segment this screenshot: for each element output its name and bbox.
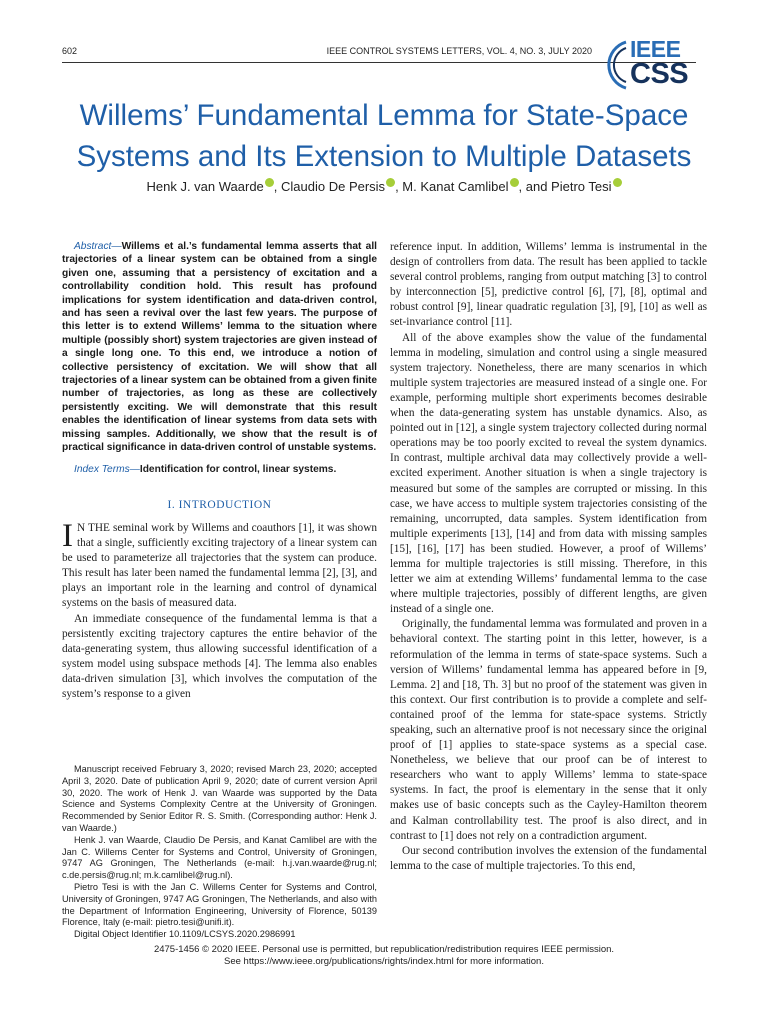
copyright-footer [62,944,706,968]
author-name: Claudio De Persis [281,179,386,194]
body-paragraph [62,518,377,612]
paragraph-text: N THE seminal work by Willems and coauthors [1], it was shown that a single, sufficiently exciting trajectory of a linear system can be used to parameterize all trajectories that the system can produce. This result has later been named the fundamental lemma [2], [3], and plays an important role in the learning and control of dynamical systems on the basis of measured data. [62,522,377,610]
author-name: Pietro Tesi [551,179,612,194]
right-column [390,240,707,874]
orcid-icon[interactable] [613,178,622,187]
abstract-text: Willems et al.’s fundamental lemma asserts that all trajectories of a linear system can be obtained from a single given one, assuming that a persistency of excitation and a controllability condition hold. This result has profound implications for system identification and data-driven control, and has seen a revival over the last few years. The purpose of this letter is to extend Willems’ lemma to the situation where multiple (possibly short) system trajectories are given instead of a single long one. To this end, we introduce a notion of collective persistency of excitation. We will show that all trajectories of a linear system can be obtained from a given finite number of trajectories, as long as these are collectively persistently exciting. We will demonstrate that this result enables the identification of linear systems from data sets with missing samples. Additionally, we show that the result is of practical significance in data-driven control of unstable systems. [62,241,377,454]
copyright-line: 2475-1456 © 2020 IEEE. Personal use is permitted, but republication/redistribution requires IEEE permission. [153,944,615,955]
footnote-block [62,764,377,941]
footnote: Digital Object Identifier 10.1109/LCSYS.2020.2986991 [74,929,296,940]
index-terms-text: Identification for control, linear systems. [139,463,337,475]
author-list [40,178,728,194]
paper-title: Willems’ Fundamental Lemma for State-Space Systems and Its Extension to Multiple Datasets [76,99,692,173]
footnote: Henk J. van Waarde, Claudio De Persis, and Kanat Camlibel are with the Jan C. Willems Center for Systems and Control, University of Groningen, 9747 AG Groningen, The Netherlands (e-mail: h.j.van.waarde@rug.nl; c.de.persis@rug.nl; m.k.camlibel@rug.nl). [62,834,377,881]
section-heading: I. INTRODUCTION [167,498,272,511]
author-name: Henk J. van Waarde [146,179,264,194]
author-name: M. Kanat Camlibel [402,179,509,194]
logo-ieee-text: IEEE [630,36,681,62]
author-separator: , [395,179,403,194]
index-terms-label: Index Terms— [74,463,140,475]
body-paragraph: An immediate consequence of the fundamental lemma is that a persistently exciting trajectory captures the entire behavior of the data-generating system, thus allowing successful identification of a system model using subspace methods [4]. The lemma also enables data-driven simulation [3], which involves the computation of the system’s response to a given [62,612,377,701]
body-paragraph: Originally, the fundamental lemma was formulated and proven in a behavioral context. The starting point in this letter, however, is a reformulation of the lemma in terms of state-space systems. Such a version of Willems’ fundamental lemma has appeared before in [9, Lemma. 2] and [18, Th. 3] but no proof of the statement was given in this context. Our first contribution is to provide a complete and self-contained proof of the lemma for state-space systems. Strictly speaking, such an alternative proof is not necessary since the original proof of [1] applies to state-space systems as a special case. Nonetheless, we believe that our proof can be of interest to researchers who want to apply Willems’ lemma to state-space systems. In fact, the proof is elementary in the sense that it only makes use of basic concepts such as the Cayley-Hamilton theorem and Kalman controllability test. The proof is also direct, and in contrast to [1] does not rely on a contradiction argument. [390,618,707,842]
running-header [62,46,592,60]
logo-arc-icon [596,40,632,90]
left-column [62,240,377,702]
orcid-icon[interactable] [265,178,274,187]
drop-cap: I [62,518,73,554]
author-separator: , and [518,179,552,194]
page-number: 602 [62,46,78,56]
index-terms [62,463,377,476]
abstract-label: Abstract— [74,241,122,252]
journal-info: IEEE CONTROL SYSTEMS LETTERS, VOL. 4, NO. 3, JULY 2020 [326,46,592,56]
logo-css-text: CSS [630,58,689,90]
body-paragraph: Our second contribution involves the extension of the fundamental lemma to the case of multiple trajectories. To this end, [390,844,707,872]
body-paragraph: All of the above examples show the value of the fundamental lemma in modeling, simulation and control using a single measured system trajectory. Nonetheless, there are many scenarios in which multiple system trajectories are measured instead of a single one. For example, performing multiple short experiments becomes desirable when the data-generating system has unstable dynamics. Also, as pointed out in [12], a single system trajectory collected during normal operations may be too poorly excited to reveal the system dynamics. In contrast, multiple archival data may collectively provide a well-excited experiment. Another situation is when a single trajectory is measured but some of the samples are corrupted or missing. In this case, we have access to multiple system trajectories consisting of the remaining, uncorrupted, data samples. System identification from multiple experiments [13], [14] and from data with missing samples [15], [16], [17] has been studied. However, a proof of Willems’ lemma for multiple trajectories is still missing. Therefore, in this letter we aim at extending Willems’ fundamental lemma to the case where multiple trajectories, possibly of different lengths, are given instead of a single one. [390,331,707,616]
rights-link[interactable]: See https://www.ieee.org/publications/rights/index.html for more information. [224,956,544,967]
orcid-icon[interactable] [386,178,395,187]
author-separator: , [273,179,282,194]
footnote: Manuscript received February 3, 2020; revised March 23, 2020; accepted April 3, 2020. Date of publication April 9, 2020; date of current version April 30, 2020. The work of Henk J. van Waarde was supported by the Data Science and Systems Complexity Centre at the University of Groningen. Recommended by Senior Editor R. S. Smith. (Corresponding author: Henk J. van Waarde.) [62,764,377,833]
orcid-icon[interactable] [510,178,519,187]
ieee-css-logo [596,36,696,90]
abstract [62,240,377,455]
body-paragraph: reference input. In addition, Willems’ lemma is instrumental in the design of controllers from data. The result has been applied to tackle several control problems, ranging from output matching [3] to control by interconnection [5], predictive control [6], [7], [8], optimal and robust control [9], linear quadratic regulation [3], [9], [10] as well as set-invariance control [11]. [390,241,707,329]
footnote: Pietro Tesi is with the Jan C. Willems Center for Systems and Control, University of Groningen, 9747 AG Groningen, The Netherlands, and also with the Department of Information Engineering, University of Florence, 50139 Florence, Italy (e-mail: pietro.tesi@unifi.it). [62,881,377,928]
